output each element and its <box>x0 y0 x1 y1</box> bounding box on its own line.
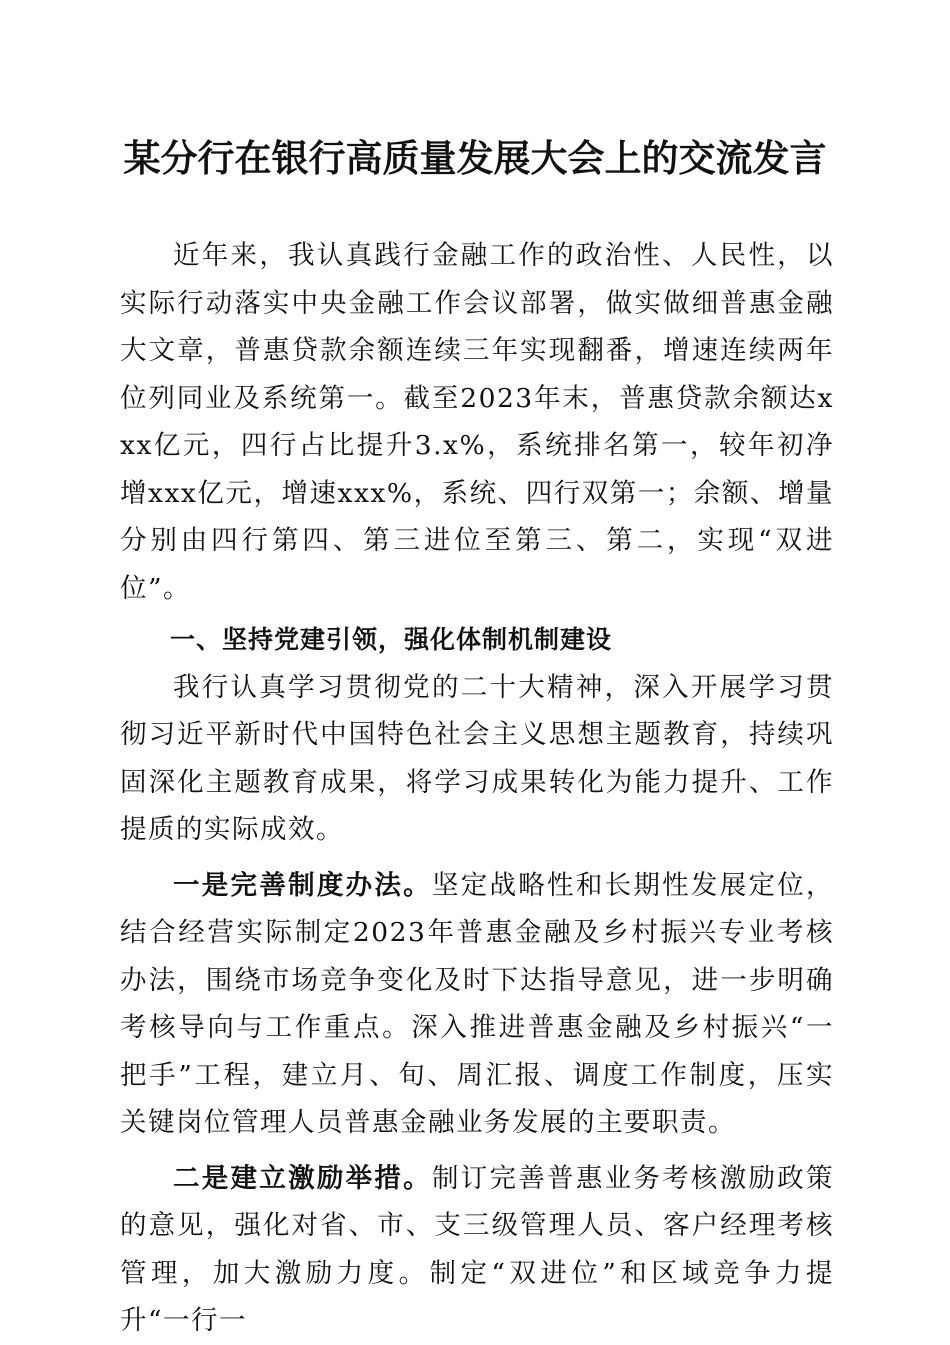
point-2-lead: 二是建立激励举措。 <box>173 1162 432 1194</box>
document-title: 某分行在银行高质量发展大会上的交流发言 <box>123 136 827 180</box>
point-1-body: 坚定战略性和长期性发展定位，结合经营实际制定2023年普惠金融及乡村振兴专业考核办法，围绕市场竞争变化及时下达指导意见，进一步明确考核导向与工作重点。深入推进普惠金融及乡村振兴“一把手”工程，建立月、旬、周汇报、调度工作制度，压实关键岗位管理人员普惠金融业务发展的主要职责。 <box>120 869 835 1138</box>
intro-paragraph: 近年来，我认真践行金融工作的政治性、人民性，以实际行动落实中央金融工作会议部署，做实做细普惠金融大文章，普惠贷款余额连续三年实现翻番，增速连续两年位列同业及系统第一。截至2023年末，普惠贷款余额达xxx亿元，四行占比提升3.x%，系统排名第一，较年初净增xxx亿元，增速xxx%，系统、四行双第一；余额、增量分别由四行第四、第三进位至第三、第二，实现“双进位”。 <box>120 240 834 604</box>
section-heading-1: 一、坚持党建引领，强化体制机制建设 <box>170 625 613 654</box>
document-body <box>120 232 834 1345</box>
point-2-paragraph <box>120 1155 834 1345</box>
point-2-body: 制订完善普惠业务考核激励政策的意见，强化对省、市、支三级管理人员、客户经理考核管理，加大激励力度。制定“双进位”和区域竞争力提升“一行一 <box>120 1162 835 1336</box>
point-1-paragraph <box>120 862 834 1147</box>
point-1-lead: 一是完善制度办法。 <box>173 869 432 901</box>
section-1-paragraph: 我行认真学习贯彻党的二十大精神，深入开展学习贯彻习近平新时代中国特色社会主义思想主题教育，持续巩固深化主题教育成果，将学习成果转化为能力提升、工作提质的实际成效。 <box>120 671 834 845</box>
